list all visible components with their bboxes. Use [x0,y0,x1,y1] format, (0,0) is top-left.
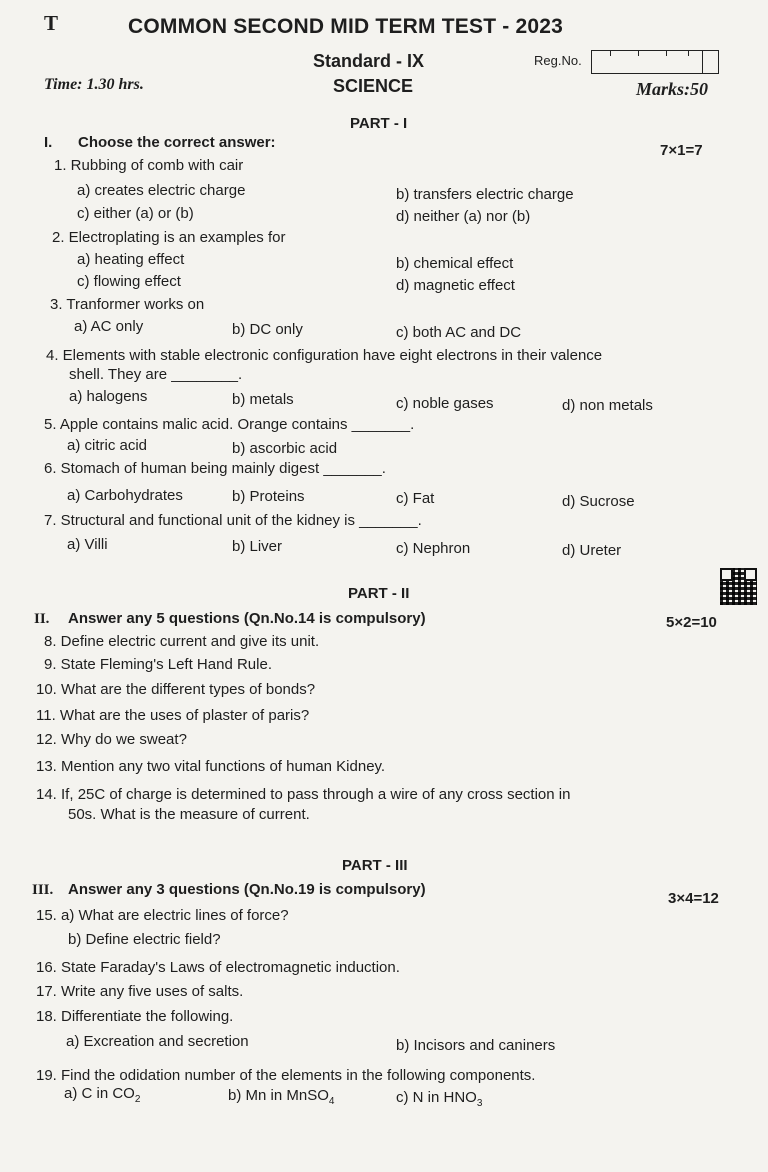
option: d) magnetic effect [396,277,515,294]
question-15b: b) Define electric field? [68,931,221,948]
option: d) Ureter [562,542,622,559]
option: d) neither (a) nor (b) [396,208,531,225]
exam-title: COMMON SECOND MID TERM TEST - 2023 [128,15,564,38]
time-allowed: Time: 1.30 hrs. [44,76,144,93]
subject: SCIENCE [333,76,414,96]
question-19b [228,1087,334,1111]
question-18a: a) Excreation and secretion [66,1033,249,1050]
part1-number: I. [44,134,53,151]
question-8: 8. Define electric current and give its unit. [44,633,320,650]
formula-subscript: 3 [476,1098,483,1109]
question-12: 12. Why do we sweat? [36,731,187,748]
question-7: 7. Structural and functional unit of the kidney is _______. [44,512,422,529]
option: c) either (a) or (b) [77,205,194,222]
option: c) both AC and DC [396,324,522,341]
question-3: 3. Tranformer works on [50,296,205,313]
question-16: 16. State Faraday's Laws of electromagnetic induction. [36,959,400,976]
option: b) chemical effect [396,255,514,272]
question-9: 9. State Fleming's Left Hand Rule. [44,656,272,673]
question-18b: b) Incisors and caniners [396,1037,556,1054]
question-4: 4. Elements with stable electronic configuration have eight electrons in their valence [46,347,603,364]
question-13: 13. Mention any two vital functions of human Kidney. [36,758,386,775]
option: a) creates electric charge [77,182,246,199]
formula-text: b) Mn in MnSO [228,1087,329,1104]
option: a) AC only [74,318,144,335]
part1-marks: 7×1=7 [660,142,703,159]
option: a) Villi [67,536,108,553]
question-15a: 15. a) What are electric lines of force? [36,907,289,924]
part1-instruction: Choose the correct answer: [78,134,276,151]
formula-text: c) N in HNO [396,1089,477,1106]
formula-subscript: 2 [134,1094,141,1105]
question-14: 14. If, 25C of charge is determined to pass through a wire of any cross section in [36,786,571,803]
option: c) noble gases [396,395,494,412]
option: a) Carbohydrates [67,487,183,504]
option: a) citric acid [67,437,148,454]
option: a) heating effect [77,251,185,268]
question-17: 17. Write any five uses of salts. [36,983,244,1000]
part3-marks: 3×4=12 [668,890,719,907]
option: b) Proteins [232,488,305,505]
option: b) Liver [232,538,283,555]
option: d) non metals [562,397,653,414]
standard: Standard - IX [313,51,425,71]
option: b) metals [232,391,294,408]
part2-marks: 5×2=10 [666,614,717,631]
question-6: 6. Stomach of human being mainly digest _______. [44,460,386,477]
option: b) transfers electric charge [396,186,574,203]
qr-code [720,568,757,605]
option: c) Nephron [396,540,471,557]
reg-no-label: Reg.No. [534,53,582,68]
part2-instruction: Answer any 5 questions (Qn.No.14 is compulsory) [68,610,426,627]
question-19: 19. Find the odidation number of the elements in the following components. [36,1067,536,1084]
part3-number: III. [32,882,54,898]
question-5: 5. Apple contains malic acid. Orange contains _______. [44,416,415,433]
formula-text: a) C in CO [64,1085,135,1102]
question-19c [396,1089,482,1113]
series-code: T [44,11,59,35]
question-14-cont: 50s. What is the measure of current. [68,806,310,823]
part2-heading: PART - II [348,585,410,602]
option: d) Sucrose [562,493,635,510]
option: a) halogens [69,388,148,405]
part3-heading: PART - III [342,857,408,874]
part1-heading: PART - I [350,115,408,132]
option: b) DC only [232,321,303,338]
option: c) flowing effect [77,273,181,290]
reg-no-box[interactable] [591,50,719,74]
question-2: 2. Electroplating is an examples for [52,229,286,246]
total-marks: Marks:50 [636,79,709,99]
option: b) ascorbic acid [232,440,338,457]
question-18: 18. Differentiate the following. [36,1008,234,1025]
question-1: 1. Rubbing of comb with cair [54,157,244,174]
formula-subscript: 4 [328,1096,335,1107]
part3-instruction: Answer any 3 questions (Qn.No.19 is compulsory) [68,881,426,898]
question-4-cont: shell. They are ________. [69,366,243,383]
option: c) Fat [396,490,435,507]
question-11: 11. What are the uses of plaster of paris? [36,707,310,724]
part2-number: II. [34,611,50,627]
question-19a [64,1085,140,1109]
question-10: 10. What are the different types of bonds? [36,681,316,698]
